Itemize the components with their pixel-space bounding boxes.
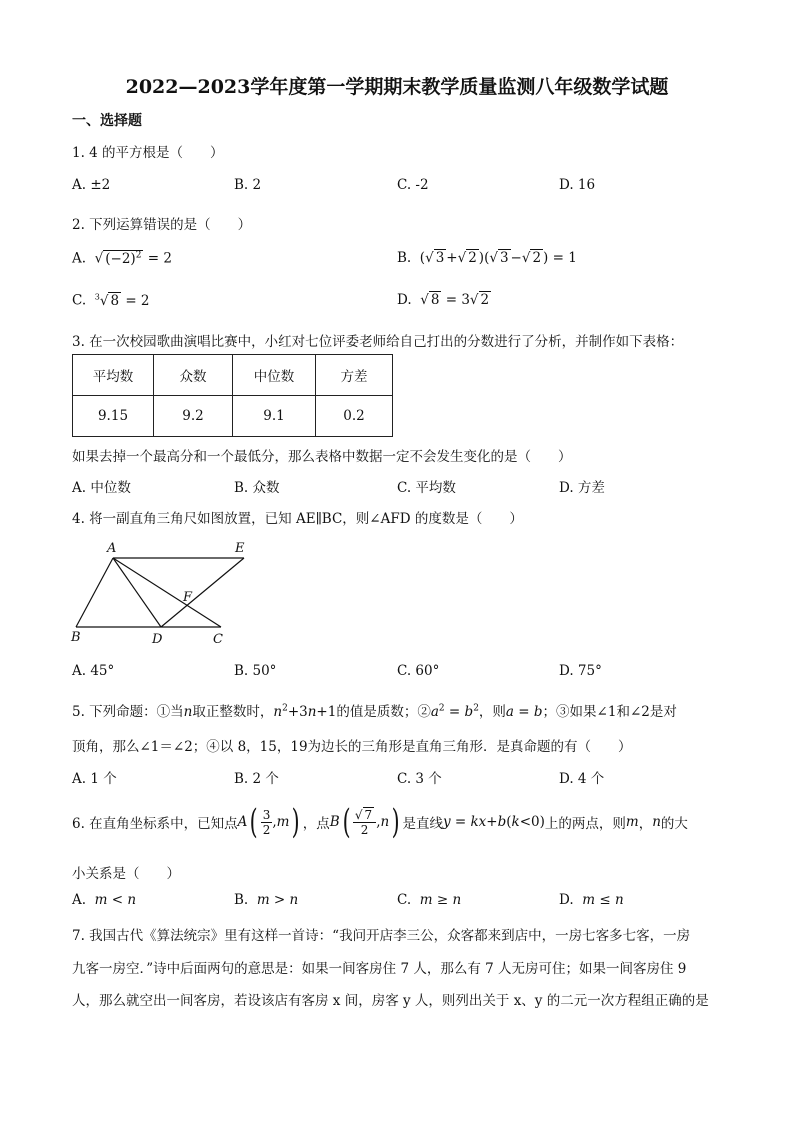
q5-text-2: 取正整数时，	[192, 704, 274, 720]
q6-text-3: 是直线	[402, 816, 443, 832]
q2-option-b-label: B.	[397, 250, 412, 266]
segment-ad	[113, 558, 161, 627]
q6-text-1: 6. 在直角坐标系中，已知点	[72, 816, 238, 832]
segment-ab	[76, 558, 113, 627]
q6-text-5: ，	[638, 816, 653, 832]
label-c: C	[213, 632, 223, 647]
table-header-cell: 方差	[316, 355, 393, 396]
q5-option-b[interactable]: B. 2 个	[234, 771, 279, 787]
q2-option-d-formula: √ 8 = 3√ 2	[415, 292, 490, 308]
q2-option-b[interactable]	[397, 250, 577, 266]
q3-option-d[interactable]: D. 方差	[559, 480, 605, 496]
q7-line1: 7. 我国古代《算法统宗》里有这样一首诗：“我问开店李三公，众客都来到店中，一房七客多七客，一房	[72, 928, 691, 944]
table-cell: 9.1	[233, 396, 316, 437]
q2-option-a-label: A.	[72, 250, 87, 267]
q3-option-c[interactable]: C. 平均数	[397, 480, 456, 496]
table-header-cell: 平均数	[73, 355, 154, 396]
q6-option-a-label: A.	[72, 892, 87, 908]
q5-text-5: ；③如果∠1和∠2是对	[542, 704, 677, 720]
q6-option-c[interactable]: C. m ≥ n	[397, 892, 462, 908]
q6-text-4: 上的两点，则	[544, 816, 626, 832]
q6-line1: 6. 在直角坐标系中，已知点 A ( $\frac{3}{2}$ , m ) ，点 B ( $\frac{√ 7}{2}$ , n ) 是直线 y = kx+b(k<0) 上的两点，则 m ， n 的大	[72, 802, 688, 842]
q5-expr-3: a	[505, 704, 514, 720]
statistics-table	[72, 354, 393, 437]
q5-var-n: n	[183, 704, 193, 720]
label-e: E	[235, 541, 245, 556]
q4-option-a[interactable]: A. 45°	[72, 663, 115, 679]
q6-option-b[interactable]: B. m > n	[234, 892, 299, 908]
q6-option-d-label: D.	[559, 892, 574, 908]
q2-stem: 2. 下列运算错误的是（ ）	[72, 217, 252, 233]
q2-option-d[interactable]	[397, 292, 491, 308]
label-f: F	[183, 590, 193, 605]
q1-stem: 1. 4 的平方根是（ ）	[72, 145, 224, 161]
table-cell: 0.2	[316, 396, 393, 437]
q4-option-d[interactable]: D. 75°	[559, 663, 602, 679]
q5-text-3: 的值是质数；②	[336, 704, 431, 720]
q6-option-b-label: B.	[234, 892, 249, 908]
q1-option-d[interactable]: D. 16	[559, 177, 596, 193]
table-cell: 9.15	[73, 396, 154, 437]
q3-stem: 3. 在一次校园歌曲演唱比赛中，小红对七位评委老师给自己打出的分数进行了分析，并制作如下表格：	[72, 334, 684, 350]
label-d: D	[152, 632, 163, 647]
q1-option-c[interactable]: C. -2	[397, 177, 429, 193]
q5-option-c[interactable]: C. 3 个	[397, 771, 442, 787]
q6-line-eq: y = kx+b(k<0)	[442, 814, 545, 830]
section-heading: 一、选择题	[72, 113, 142, 129]
q5-expr-1: n	[273, 704, 283, 720]
q4-stem: 4. 将一副直角三角尺如图放置，已知 AE∥BC，则∠AFD 的度数是（ ）	[72, 511, 523, 527]
q4-option-c[interactable]: C. 60°	[397, 663, 440, 679]
q2-option-b-formula: (√ 3 +√ 2 )(√ 3 −√ 2 ) = 1	[415, 250, 577, 266]
q6-option-a[interactable]: A. m < n	[72, 892, 137, 908]
q5-expr-2: a	[430, 704, 439, 720]
q6-line2: 小关系是（ ）	[72, 866, 180, 882]
q2-option-c-label: C.	[72, 292, 87, 309]
q6-text-6: 的大	[660, 816, 688, 832]
q1-option-a[interactable]: A. ±2	[72, 177, 111, 193]
q5-option-d[interactable]: D. 4 个	[559, 771, 605, 787]
q2-option-a[interactable]	[72, 250, 172, 267]
triangle-figure	[66, 535, 266, 647]
q6-text-2: ，点	[302, 816, 330, 832]
table-cell: 9.2	[154, 396, 233, 437]
table-header-cell: 众数	[154, 355, 233, 396]
q5-option-a[interactable]: A. 1 个	[72, 771, 117, 787]
q7-line2: 九客一房空．”诗中后面两句的意思是：如果一间客房住 7 人，那么有 7 人无房可住；如果一间客房住 9	[72, 961, 687, 977]
q5-text-1: 5. 下列命题：①当	[72, 704, 184, 720]
segment-de	[161, 558, 244, 627]
q3-option-b[interactable]: B. 众数	[234, 480, 280, 496]
q6-option-c-label: C.	[397, 892, 412, 908]
table-header-cell: 中位数	[233, 355, 316, 396]
q3-option-a[interactable]: A. 中位数	[72, 480, 131, 496]
q5-line1: 5. 下列命题：①当n取正整数时，$n^2+3n+1$的值是质数；$②a^2 = b^2$，则a = b；③如果∠1和∠2是对	[72, 703, 677, 720]
table-header-row	[73, 355, 393, 396]
table-row	[73, 396, 393, 437]
q5-line2: 顶角，那么∠1＝∠2；④以 8，15，19为边长的三角形是直角三角形．是真命题的有（ ）	[72, 739, 632, 755]
label-b: B	[71, 630, 81, 645]
q2-option-c-formula: $^3$√ 8 = 2	[94, 292, 150, 309]
q5-text-4: ，则	[478, 704, 506, 720]
segment-ac	[113, 558, 221, 627]
q7-line3: 人，那么就空出一间客房，若设该店有客房 x 间，房客 y 人，则列出关于 x、y 的二元一次方程组正确的是	[72, 993, 709, 1009]
q4-option-b[interactable]: B. 50°	[234, 663, 277, 679]
q2-option-a-formula: √ $(-2)^2 = 2$	[90, 250, 172, 267]
label-a: A	[107, 541, 117, 556]
q2-option-d-label: D.	[397, 292, 412, 308]
q6-point-b: B	[329, 814, 340, 830]
page-title: 2022—2023学年度第一学期期末教学质量监测八年级数学试题	[125, 76, 669, 98]
q2-option-c[interactable]	[72, 292, 150, 309]
q6-point-a: A	[237, 814, 248, 830]
q6-option-d[interactable]: D. m ≤ n	[559, 892, 624, 908]
q1-option-b[interactable]: B. 2	[234, 177, 262, 193]
q3-question: 如果去掉一个最高分和一个最低分，那么表格中数据一定不会发生变化的是（ ）	[72, 449, 572, 465]
